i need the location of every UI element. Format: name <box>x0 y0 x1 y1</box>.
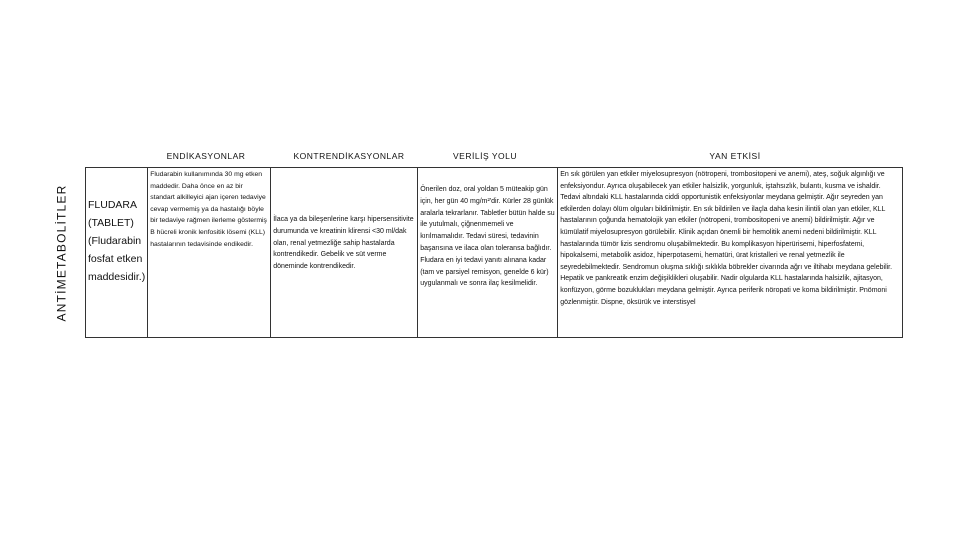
drug-class-label <box>38 167 84 339</box>
header-indications: ENDİKASYONLAR <box>166 151 246 161</box>
drug-table <box>85 167 903 338</box>
header-side-effects: YAN ETKİSİ <box>709 151 761 161</box>
indications-cell: Fludarabin kullanımında 30 mg etken maddedir. Daha önce en az bir standart alkilleyici ajan içeren tedaviye cevap vermemiş ya da hastalığı böyle bir tedaviye rağmen ilerleme göstermiş B hücreli kronik lenfositik lösemi (KLL) hastalarının tedavisinde endikedir. <box>148 168 271 338</box>
side-effects-cell: En sık görülen yan etkiler miyelosupresyon (nötropeni, trombositopeni ve anemi), ateş, soğuk algınlığı ve enfeksiyondur. Ayrıca oluşabilecek yan etkiler halsizlik, yorgunluk, iştahsızlık, bulantı, kusma ve ishaldir. Tedavi altındaki KLL hastalarında ciddi opportunistik enfeksiyonlar meydana gelmiştir. Ağır seyreden yan etkilerden dolayı ölüm olguları bildirilmiştir. En sık bildirilen ve ilaçla daha kesin ilintili olan yan etkiler, KLL hastalarının çoğunda hematolojik yan etkiler (nötropeni, trombositopeni ve anemi) bildirilmiştir. Ağır ve kümülatif miyelosupresyon görülebilir. Klinik açıdan önemli bir hemolitik anemi nedeni bildirilmiştir. KLL hastalarında tümör lizis sendromu oluşabilmektedir. Bu komplikasyon hiperürisemi, hiperfosfatemi, hipokalsemi, metabolik asidoz, hiperpotasemi, hematüri, ürat kristalleri ve renal yetmezlik ile seyredebilmektedir. Sendromun oluşma sıklığı sıklıkla böbrekler civarında ağrı ve iltihabı meydana gelebilir. Hepatik ve pankreatik enzim değişiklikleri oluşabilir. Nadir olgularda KLL hastalarında halsizlik, ajitasyon, konfüzyon, görme bozuklukları meydana gelmiştir. Ayrıca periferik nöropati ve koma bildirilmiştir. Pnömoni gözlenmiştir. Dispne, öksürük ve interstisyel <box>558 168 903 338</box>
administration-cell: Önerilen doz, oral yoldan 5 müteakip gün için, her gün 40 mg/m²'dir. Kürler 28 günlük aralarla tekrarlanır. Tabletler bütün halde su ile yutulmalı, çiğnenmemeli ve kırılmamalıdır. Tedavi süresi, tedavinin başarısına ve ilaca olan toleransa bağlıdır. Fludara en iyi tedavi yanıtı alınana kadar (tam ve parsiyel remisyon, genelde 6 kür) uygulanmalı ve sonra ilaç kesilmelidir. <box>418 168 558 338</box>
drug-name-cell: FLUDARA (TABLET) (Fludarabin fosfat etken maddesidir.) <box>86 168 148 338</box>
header-administration: VERİLİŞ YOLU <box>453 151 517 161</box>
contraindications-cell: İlaca ya da bileşenlerine karşı hipersensitivite durumunda ve kreatinin klirensi <30 ml/dak olan, renal yetmezliğe sahip hastalarda kontrendikedir. Gebelik ve süt verme döneminde kontrendikedir. <box>271 168 418 338</box>
drug-class-label-text: ANTİMETABOLİTLER <box>54 184 68 322</box>
table-row <box>86 168 903 338</box>
header-contraindications: KONTRENDİKASYONLAR <box>293 151 405 161</box>
